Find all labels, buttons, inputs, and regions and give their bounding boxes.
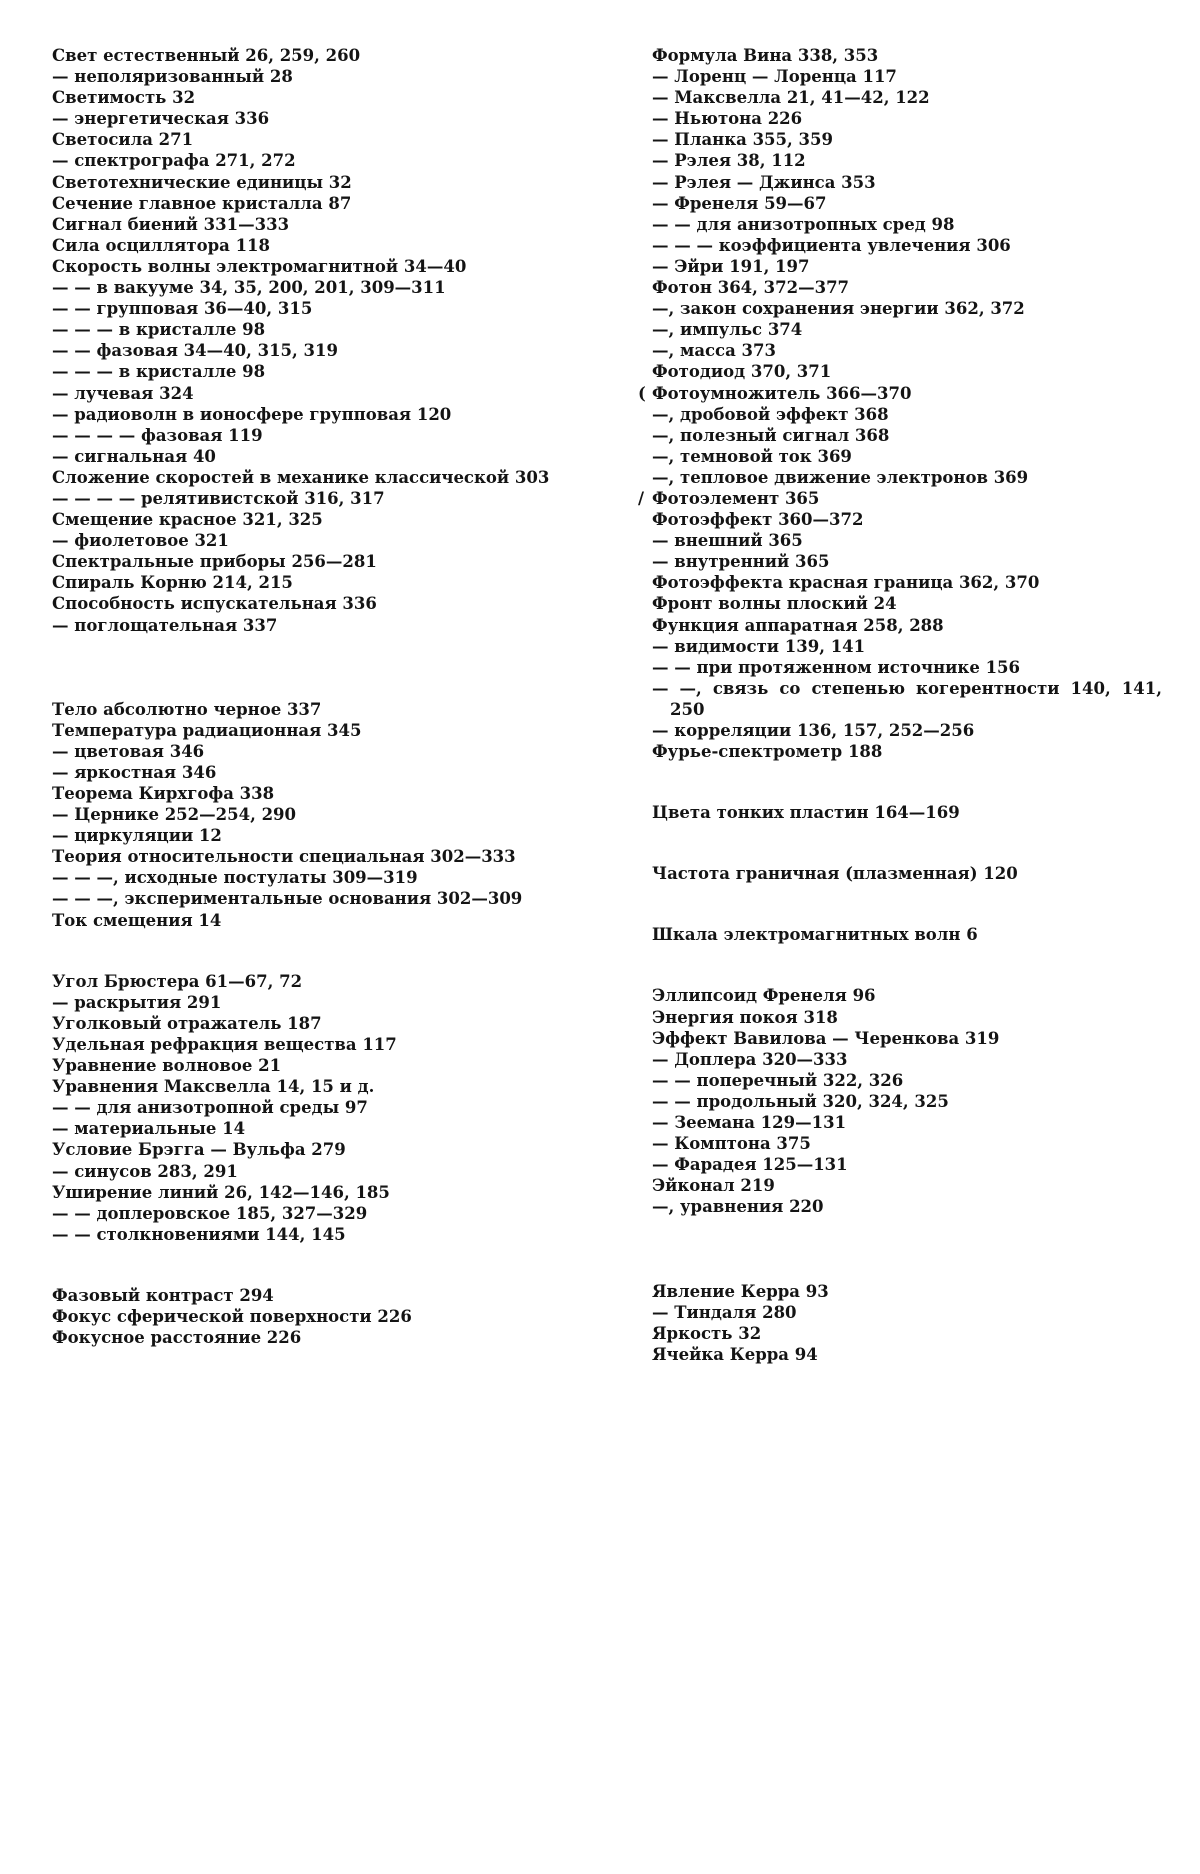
index-entry: Спектральные приборы 256—281: [52, 552, 377, 572]
index-entry: Сложение скоростей в механике классической 303: [52, 467, 550, 487]
index-column-right: [638, 45, 1162, 1365]
index-entry: —, дробовой эффект 368: [652, 404, 889, 424]
index-entry: Формула Вина 338, 353: [652, 46, 879, 65]
section-gap: [652, 945, 1162, 985]
index-entry: Способность испускательная 336: [52, 594, 377, 614]
index-entry: — Лоренц — Лоренца 117: [652, 67, 897, 87]
index-entry: — внешний 365: [652, 531, 803, 551]
index-entry: —, темновой ток 369: [652, 446, 852, 466]
index-entry: — сигнальная 40: [52, 446, 216, 466]
section-gap: [652, 762, 1162, 802]
index-entry: — поглощательная 337: [52, 615, 278, 635]
index-entry: —, масса 373: [652, 341, 776, 361]
index-group-ch: [652, 863, 1162, 884]
index-entry: Фазовый контраст 294: [52, 1285, 274, 1305]
index-entry: — Планка 355, 359: [652, 130, 833, 150]
index-entry: — корреляции 136, 157, 252—256: [652, 721, 975, 740]
index-entry: — спектрографа 271, 272: [52, 151, 296, 171]
index-entry: Энергия покоя 318: [652, 1007, 838, 1027]
index-entry: [638, 383, 1162, 404]
index-entry: Фокусное расстояние 226: [52, 1328, 302, 1348]
index-entry: Скорость волны электромагнитной 34—40: [52, 256, 467, 276]
index-entry: — — — в кристалле 98: [52, 320, 266, 340]
index-entry: — — — — фазовая 119: [52, 425, 263, 445]
index-entry: Удельная рефракция вещества 117: [52, 1034, 397, 1054]
index-entry: Фурье-спектрометр 188: [652, 742, 883, 762]
index-entry: — синусов 283, 291: [52, 1161, 238, 1181]
index-entry: — лучевая 324: [52, 383, 194, 403]
index-entry: — Ньютона 226: [652, 109, 803, 129]
index-entry: Ток смещения 14: [52, 910, 222, 930]
index-entry: — — при протяженном источнике 156: [652, 657, 1021, 677]
index-entry: Эллипсоид Френеля 96: [652, 986, 876, 1006]
index-entry: — Рэлея — Джинса 353: [652, 172, 876, 192]
index-entry: Светотехнические единицы 32: [52, 172, 352, 192]
index-entry: Угол Брюстера 61—67, 72: [52, 971, 303, 991]
index-entry: — Рэлея 38, 112: [652, 151, 806, 171]
index-group-f-left: [52, 1285, 562, 1348]
index-entry: Светимость 32: [52, 88, 196, 108]
index-entry: — Френеля 59—67: [652, 193, 827, 213]
index-entry: Свет естественный 26, 259, 260: [52, 46, 361, 65]
index-entry: Теорема Кирхгофа 338: [52, 784, 275, 803]
index-entry: — — продольный 320, 324, 325: [652, 1091, 949, 1111]
margin-mark: (: [638, 383, 646, 403]
index-entry: — энергетическая 336: [52, 109, 270, 129]
index-entry: Фотоэффект 360—372: [652, 510, 864, 530]
index-entry: — — столкновениями 144, 145: [52, 1224, 346, 1244]
index-entry: — Фарадея 125—131: [652, 1155, 848, 1175]
index-group-t: [52, 699, 562, 931]
index-entry: Сила осциллятора 118: [52, 235, 271, 255]
index-entry: — циркуляции 12: [52, 826, 222, 846]
index-entry: — — — в кристалле 98: [52, 362, 266, 382]
index-entry: Сигнал биений 331—333: [52, 214, 290, 234]
index-entry: — яркостная 346: [52, 762, 217, 782]
section-gap: [652, 1218, 1162, 1281]
index-entry: — фиолетовое 321: [52, 531, 229, 551]
index-group-ts: [652, 802, 1162, 823]
index-entry: — — — — релятивистской 316, 317: [52, 488, 385, 508]
index-entry-text: Фотоэлемент 365: [652, 488, 820, 508]
index-entry: — — фазовая 34—40, 315, 319: [52, 341, 338, 361]
index-entry: Частота граничная (плазменная) 120: [652, 864, 1018, 884]
index-entry: — Максвелла 21, 41—42, 122: [652, 88, 930, 108]
index-entry: —, уравнения 220: [652, 1197, 824, 1217]
index-entry: —, тепловое движение электронов 369: [652, 467, 1029, 487]
index-entry: Условие Брэгга — Вульфа 279: [52, 1140, 346, 1160]
index-column-left: [52, 45, 562, 1348]
index-entry: — материальные 14: [52, 1119, 246, 1139]
index-entry: Фокус сферической поверхности 226: [52, 1306, 412, 1326]
index-group-sh: [652, 924, 1162, 945]
section-gap: [52, 636, 562, 699]
index-entry: Уравнения Максвелла 14, 15 и д.: [52, 1077, 375, 1097]
index-entry: Ячейка Керра 94: [652, 1344, 818, 1364]
index-entry: — — поперечный 322, 326: [652, 1070, 904, 1090]
index-entry: — — —, исходные постулаты 309—319: [52, 868, 418, 888]
index-entry: — внутренний 365: [652, 552, 830, 572]
index-entry: Уширение линий 26, 142—146, 185: [52, 1182, 390, 1202]
index-entry: — Цернике 252—254, 290: [52, 805, 297, 825]
index-entry: Фотодиод 370, 371: [652, 362, 832, 382]
index-group-u: [52, 971, 562, 1245]
index-entry: — — в вакууме 34, 35, 200, 201, 309—311: [52, 278, 446, 298]
index-entry: Уравнение волновое 21: [52, 1056, 282, 1076]
margin-mark: /: [638, 488, 645, 508]
index-entry: — радиоволн в ионосфере групповая 120: [52, 404, 452, 424]
index-entry: Фотон 364, 372—377: [652, 278, 850, 298]
index-entry: — Зеемана 129—131: [652, 1113, 847, 1133]
index-entry: Явление Керра 93: [652, 1281, 829, 1301]
index-entry: — — групповая 36—40, 315: [52, 299, 313, 319]
index-entry: Эйконал 219: [652, 1176, 775, 1196]
index-entry: [638, 488, 1162, 509]
index-entry: — — для анизотропных сред 98: [652, 214, 955, 234]
index-entry: Яркость 32: [652, 1323, 762, 1343]
index-entry: Спираль Корню 214, 215: [52, 573, 293, 593]
index-group-f: [638, 45, 1162, 762]
index-entry: — — для анизотропной среды 97: [52, 1098, 368, 1118]
index-group-ya: [652, 1281, 1162, 1365]
index-entry: Сечение главное кристалла 87: [52, 193, 352, 213]
index-entry: — — — коэффициента увлечения 306: [652, 235, 1011, 255]
index-entry: — — доплеровское 185, 327—329: [52, 1203, 368, 1223]
index-entry: Температура радиационная 345: [52, 720, 362, 740]
section-gap: [652, 823, 1162, 863]
index-entry: Шкала электромагнитных волн 6: [652, 925, 978, 945]
index-entry: — цветовая 346: [52, 741, 205, 761]
index-entry: —, импульс 374: [652, 320, 803, 340]
index-entry: —, закон сохранения энергии 362, 372: [652, 299, 1025, 319]
index-entry: — раскрытия 291: [52, 992, 222, 1012]
index-entry: — Доплера 320—333: [652, 1049, 848, 1069]
index-entry: — Комптона 375: [652, 1134, 811, 1154]
index-entry: — неполяризованный 28: [52, 67, 293, 87]
index-entry: — Эйри 191, 197: [652, 256, 810, 276]
index-entry: — видимости 139, 141: [652, 636, 866, 656]
section-gap: [652, 884, 1162, 924]
index-entry-text: Фотоумножитель 366—370: [652, 383, 912, 403]
index-entry: — —, связь со степенью когерентности 140, 141, 250: [652, 678, 1162, 719]
index-entry: —, полезный сигнал 368: [652, 425, 890, 445]
index-entry: Смещение красное 321, 325: [52, 510, 323, 530]
index-entry: Функция аппаратная 258, 288: [652, 615, 944, 635]
index-entry: Тело абсолютно черное 337: [52, 699, 322, 719]
index-group-s: [52, 45, 562, 636]
index-entry: Эффект Вавилова — Черенкова 319: [652, 1028, 1000, 1048]
index-entry: Фронт волны плоский 24: [652, 594, 897, 614]
index-entry: Светосила 271: [52, 130, 194, 150]
index-entry: Цвета тонких пластин 164—169: [652, 803, 960, 823]
index-entry: Фотоэффекта красная граница 362, 370: [652, 573, 1040, 593]
section-gap: [52, 931, 562, 971]
index-entry: — — —, экспериментальные основания 302—309: [52, 889, 523, 909]
index-entry: — Тиндаля 280: [652, 1302, 797, 1322]
index-group-e: [652, 985, 1162, 1217]
section-gap: [52, 1245, 562, 1285]
index-entry: Теория относительности специальная 302—333: [52, 847, 516, 867]
index-entry: Уголковый отражатель 187: [52, 1013, 322, 1033]
